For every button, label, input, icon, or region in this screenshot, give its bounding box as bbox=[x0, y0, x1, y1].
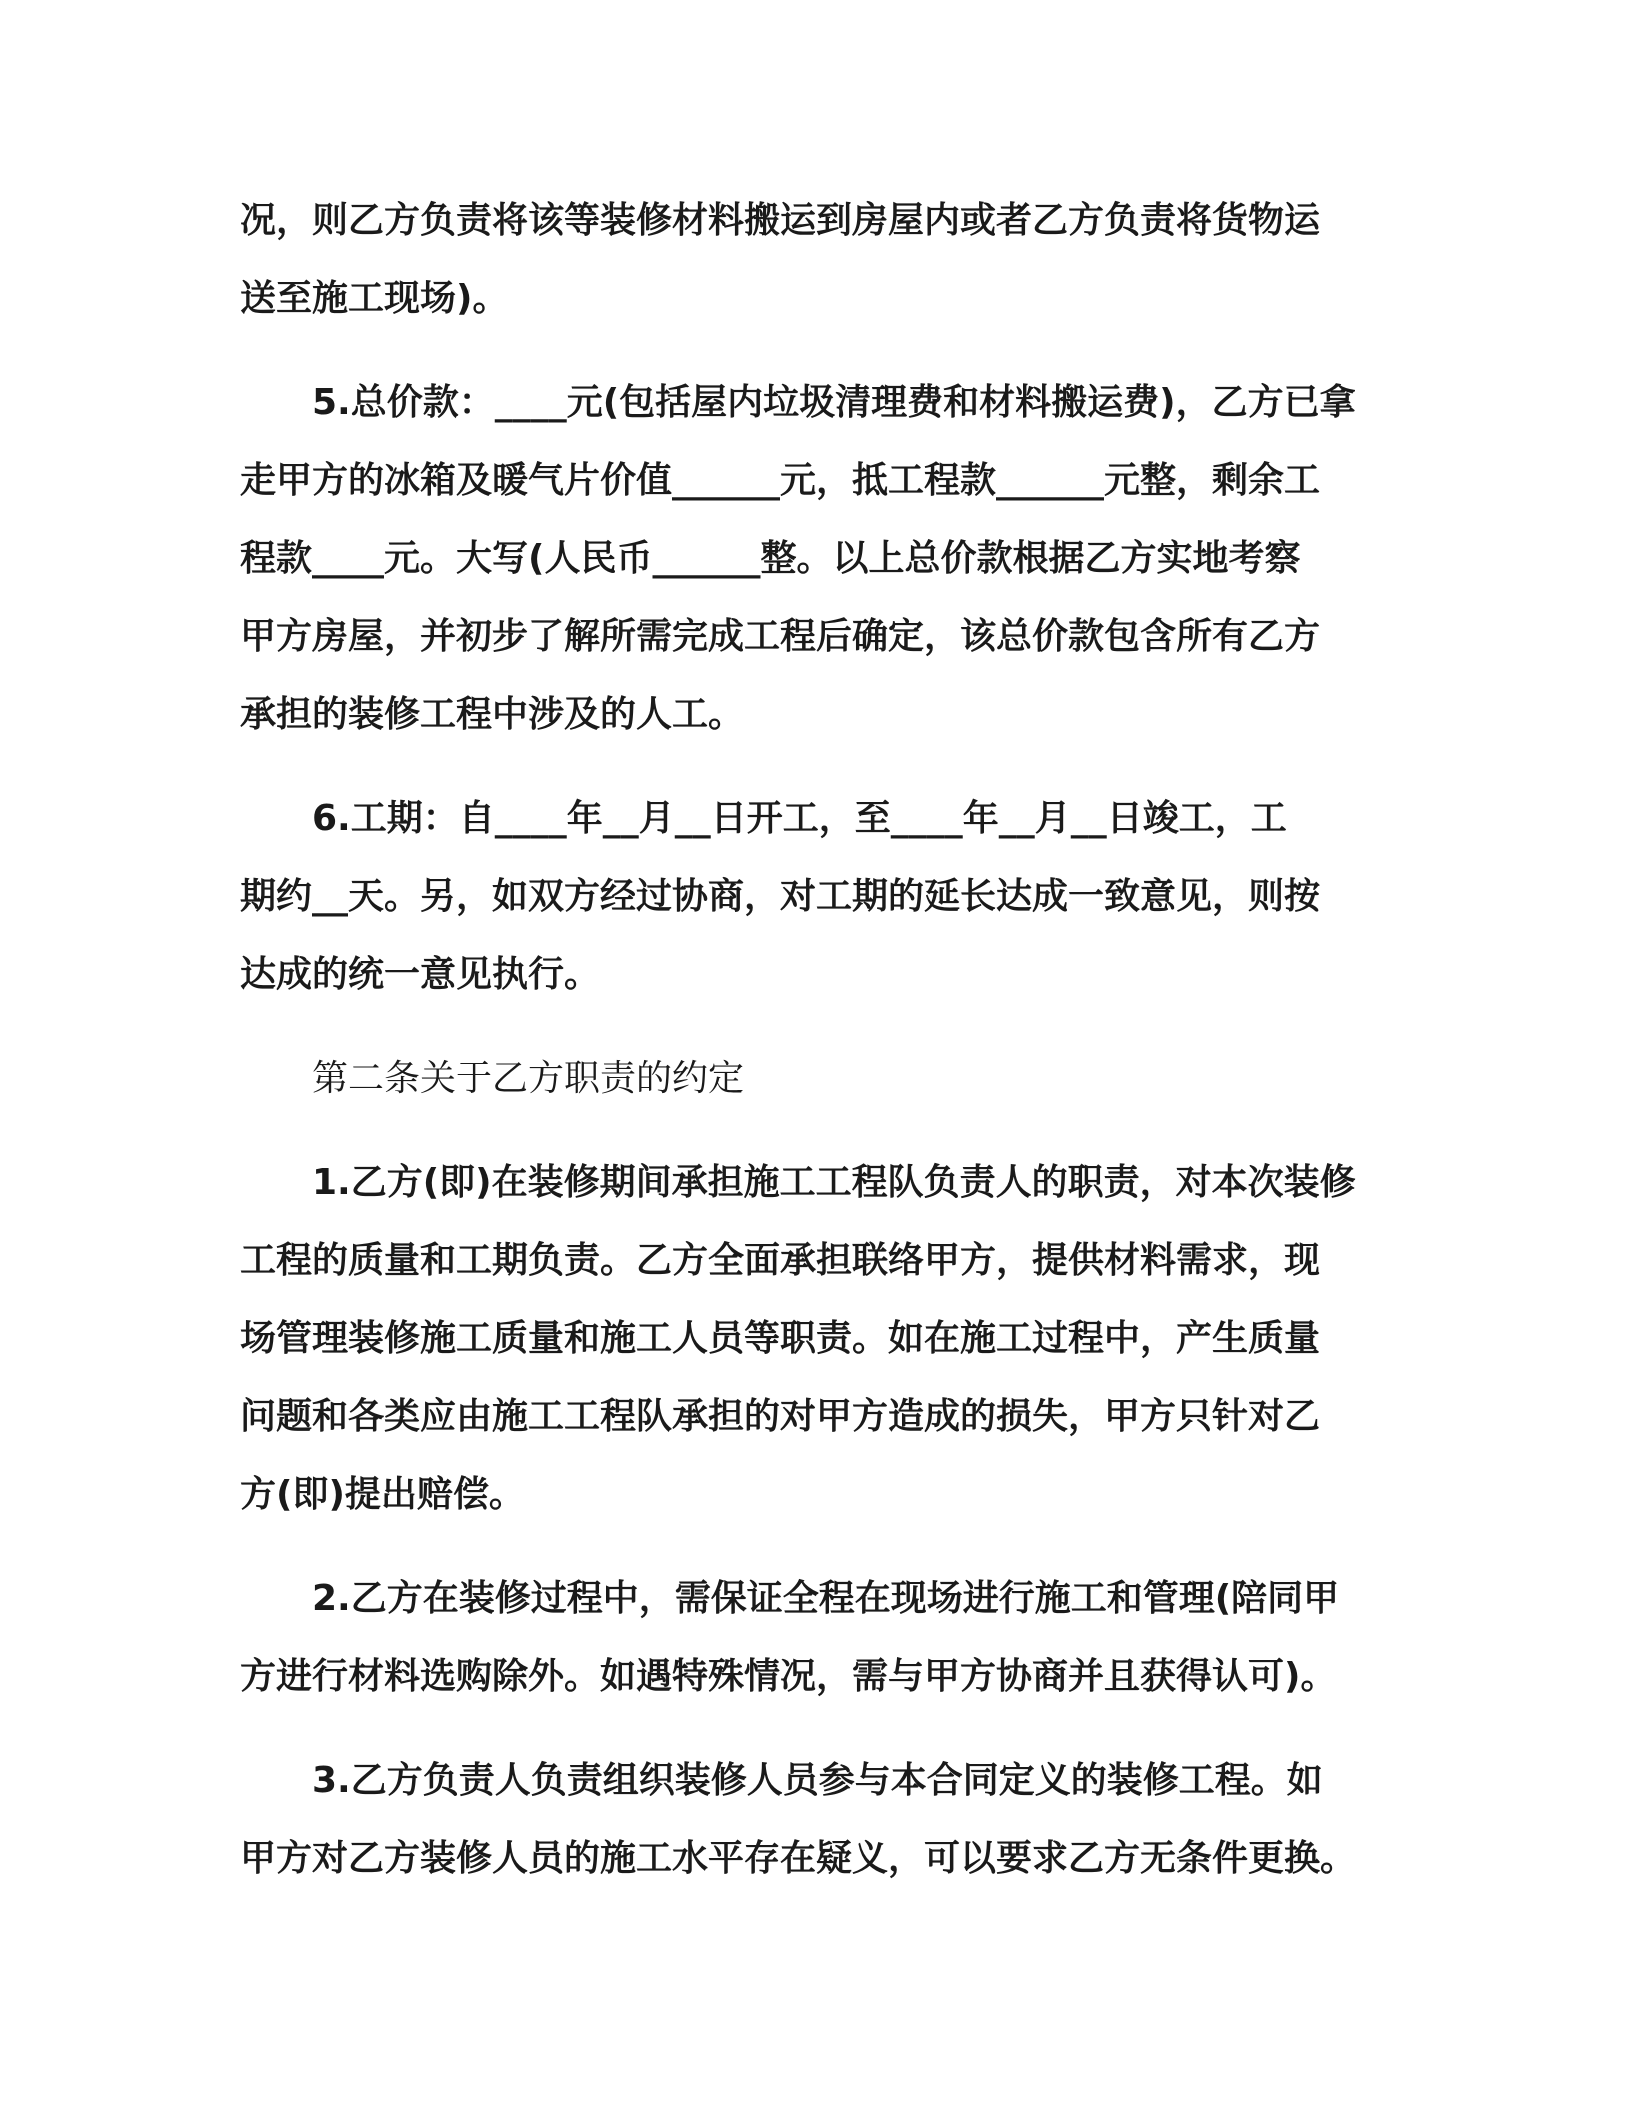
paragraph-continuation bbox=[240, 182, 1400, 338]
text-line: 1.乙方(即)在装修期间承担施工工程队负责人的职责，对本次装修 bbox=[312, 1162, 1356, 1203]
paragraph-duty-3 bbox=[240, 1742, 1400, 1898]
text-line: 程款____元。大写(人民币______整。以上总价款根据乙方实地考察 bbox=[240, 538, 1301, 579]
section-heading bbox=[240, 1040, 1400, 1118]
text-line: 方(即)提出赔偿。 bbox=[240, 1474, 525, 1515]
text-line: 达成的统一意见执行。 bbox=[240, 954, 601, 995]
paragraph-duty-1 bbox=[240, 1144, 1400, 1534]
text-line: 工程的质量和工期负责。乙方全面承担联络甲方，提供材料需求，现 bbox=[240, 1240, 1321, 1281]
text-line: 期约__天。另，如双方经过协商，对工期的延长达成一致意见，则按 bbox=[240, 876, 1321, 917]
text-line: 6.工期：自____年__月__日开工，至____年__月__日竣工，工 bbox=[312, 798, 1287, 839]
heading-text: 第二条关于乙方职责的约定 bbox=[312, 1058, 745, 1099]
text-line: 2.乙方在装修过程中，需保证全程在现场进行施工和管理(陪同甲 bbox=[312, 1578, 1340, 1619]
text-line: 5.总价款：____元(包括屋内垃圾清理费和材料搬运费)，乙方已拿 bbox=[312, 382, 1356, 423]
paragraph-schedule bbox=[240, 780, 1400, 1014]
text-line: 甲方房屋，并初步了解所需完成工程后确定，该总价款包含所有乙方 bbox=[240, 616, 1321, 657]
text-line: 送至施工现场)。 bbox=[240, 278, 509, 319]
paragraph-duty-2 bbox=[240, 1560, 1400, 1716]
text-line: 况，则乙方负责将该等装修材料搬运到房屋内或者乙方负责将货物运 bbox=[240, 200, 1321, 241]
document-body bbox=[240, 182, 1400, 1924]
text-line: 场管理装修施工质量和施工人员等职责。如在施工过程中，产生质量 bbox=[240, 1318, 1321, 1359]
text-line: 承担的装修工程中涉及的人工。 bbox=[240, 694, 745, 735]
text-line: 3.乙方负责人负责组织装修人员参与本合同定义的装修工程。如 bbox=[312, 1760, 1323, 1801]
text-line: 走甲方的冰箱及暖气片价值______元，抵工程款______元整，剩余工 bbox=[240, 460, 1321, 501]
paragraph-total-price bbox=[240, 364, 1400, 754]
text-line: 问题和各类应由施工工程队承担的对甲方造成的损失，甲方只针对乙 bbox=[240, 1396, 1321, 1437]
text-line: 甲方对乙方装修人员的施工水平存在疑义，可以要求乙方无条件更换。 bbox=[240, 1838, 1357, 1879]
text-line: 方进行材料选购除外。如遇特殊情况，需与甲方协商并且获得认可)。 bbox=[240, 1656, 1337, 1697]
